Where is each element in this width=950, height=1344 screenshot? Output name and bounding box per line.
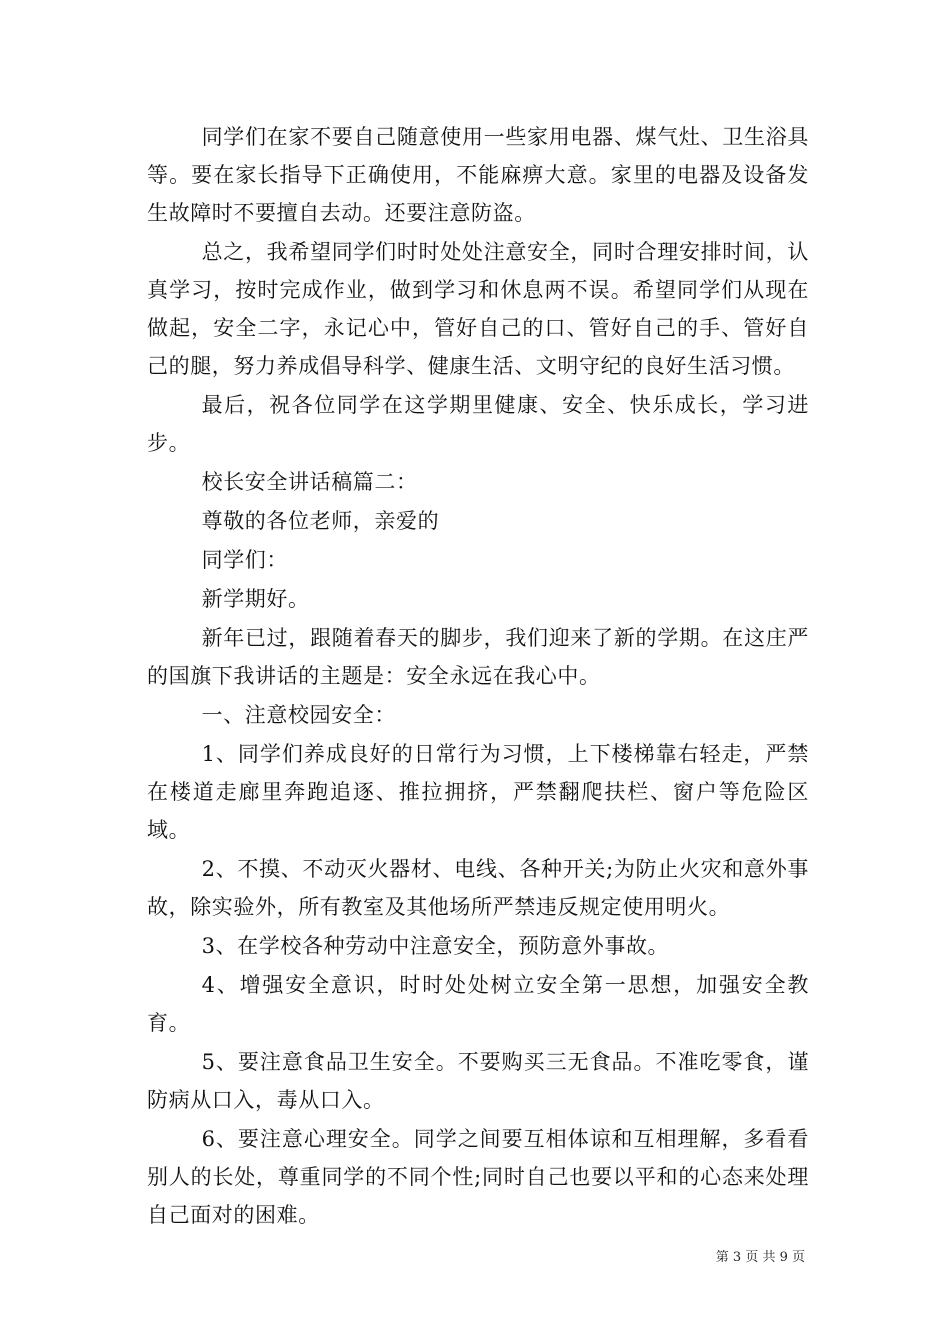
heading-campus-safety: 一、注意校园安全： bbox=[201, 703, 396, 727]
greeting-new-term: 新学期好。 bbox=[201, 587, 310, 611]
paragraph-theme: 新年已过，跟随着春天的脚步，我们迎来了新的学期。在这庄严的国旗下我讲话的主题是：安全永远在我心中。 bbox=[147, 626, 809, 688]
list-item-3: 3、在学校各种劳动中注意安全，预防意外事故。 bbox=[201, 934, 670, 958]
list-item-2: 2、不摸、不动灭火器材、电线、各种开关;为防止火灾和意外事故，除实验外，所有教室及其他场所严禁违反规定使用明火。 bbox=[147, 857, 809, 919]
document-body bbox=[147, 118, 809, 1235]
paragraph-home-safety: 同学们在家不要自己随意使用一些家用电器、煤气灶、卫生浴具等。要在家长指导下正确使用，不能麻痹大意。家里的电器及设备发生故障时不要擅自去动。还要注意防盗。 bbox=[147, 125, 809, 225]
section-heading-part-two: 校长安全讲话稿篇二： bbox=[201, 470, 418, 494]
paragraph-closing-wish: 最后，祝各位同学在这学期里健康、安全、快乐成长，学习进步。 bbox=[147, 393, 809, 455]
paragraph-summary: 总之，我希望同学们时时处处注意安全，同时合理安排时间，认真学习，按时完成作业，做到学习和休息两不误。希望同学们从现在做起，安全二字，永记心中，管好自己的口、管好自己的手、管好自己的腿，努力养成倡导科学、健康生活、文明守纪的良好生活习惯。 bbox=[147, 240, 809, 378]
salutation-teachers: 尊敬的各位老师，亲爱的 bbox=[201, 509, 440, 533]
list-item-5: 5、要注意食品卫生安全。不要购买三无食品。不准吃零食，谨防病从口入，毒从口入。 bbox=[147, 1050, 809, 1112]
list-item-6: 6、要注意心理安全。同学之间要互相体谅和互相理解，多看看别人的长处，尊重同学的不同个性;同时自己也要以平和的心态来处理自己面对的困难。 bbox=[147, 1127, 809, 1227]
list-item-1: 1、同学们养成良好的日常行为习惯，上下楼梯靠右轻走，严禁在楼道走廊里奔跑追逐、推拉拥挤，严禁翻爬扶栏、窗户等危险区域。 bbox=[147, 742, 809, 842]
salutation-students: 同学们： bbox=[201, 548, 288, 572]
list-item-4: 4、增强安全意识，时时处处树立安全第一思想，加强安全教育。 bbox=[147, 973, 809, 1035]
page-number-footer: 第 3 页 共 9 页 bbox=[715, 1250, 805, 1265]
